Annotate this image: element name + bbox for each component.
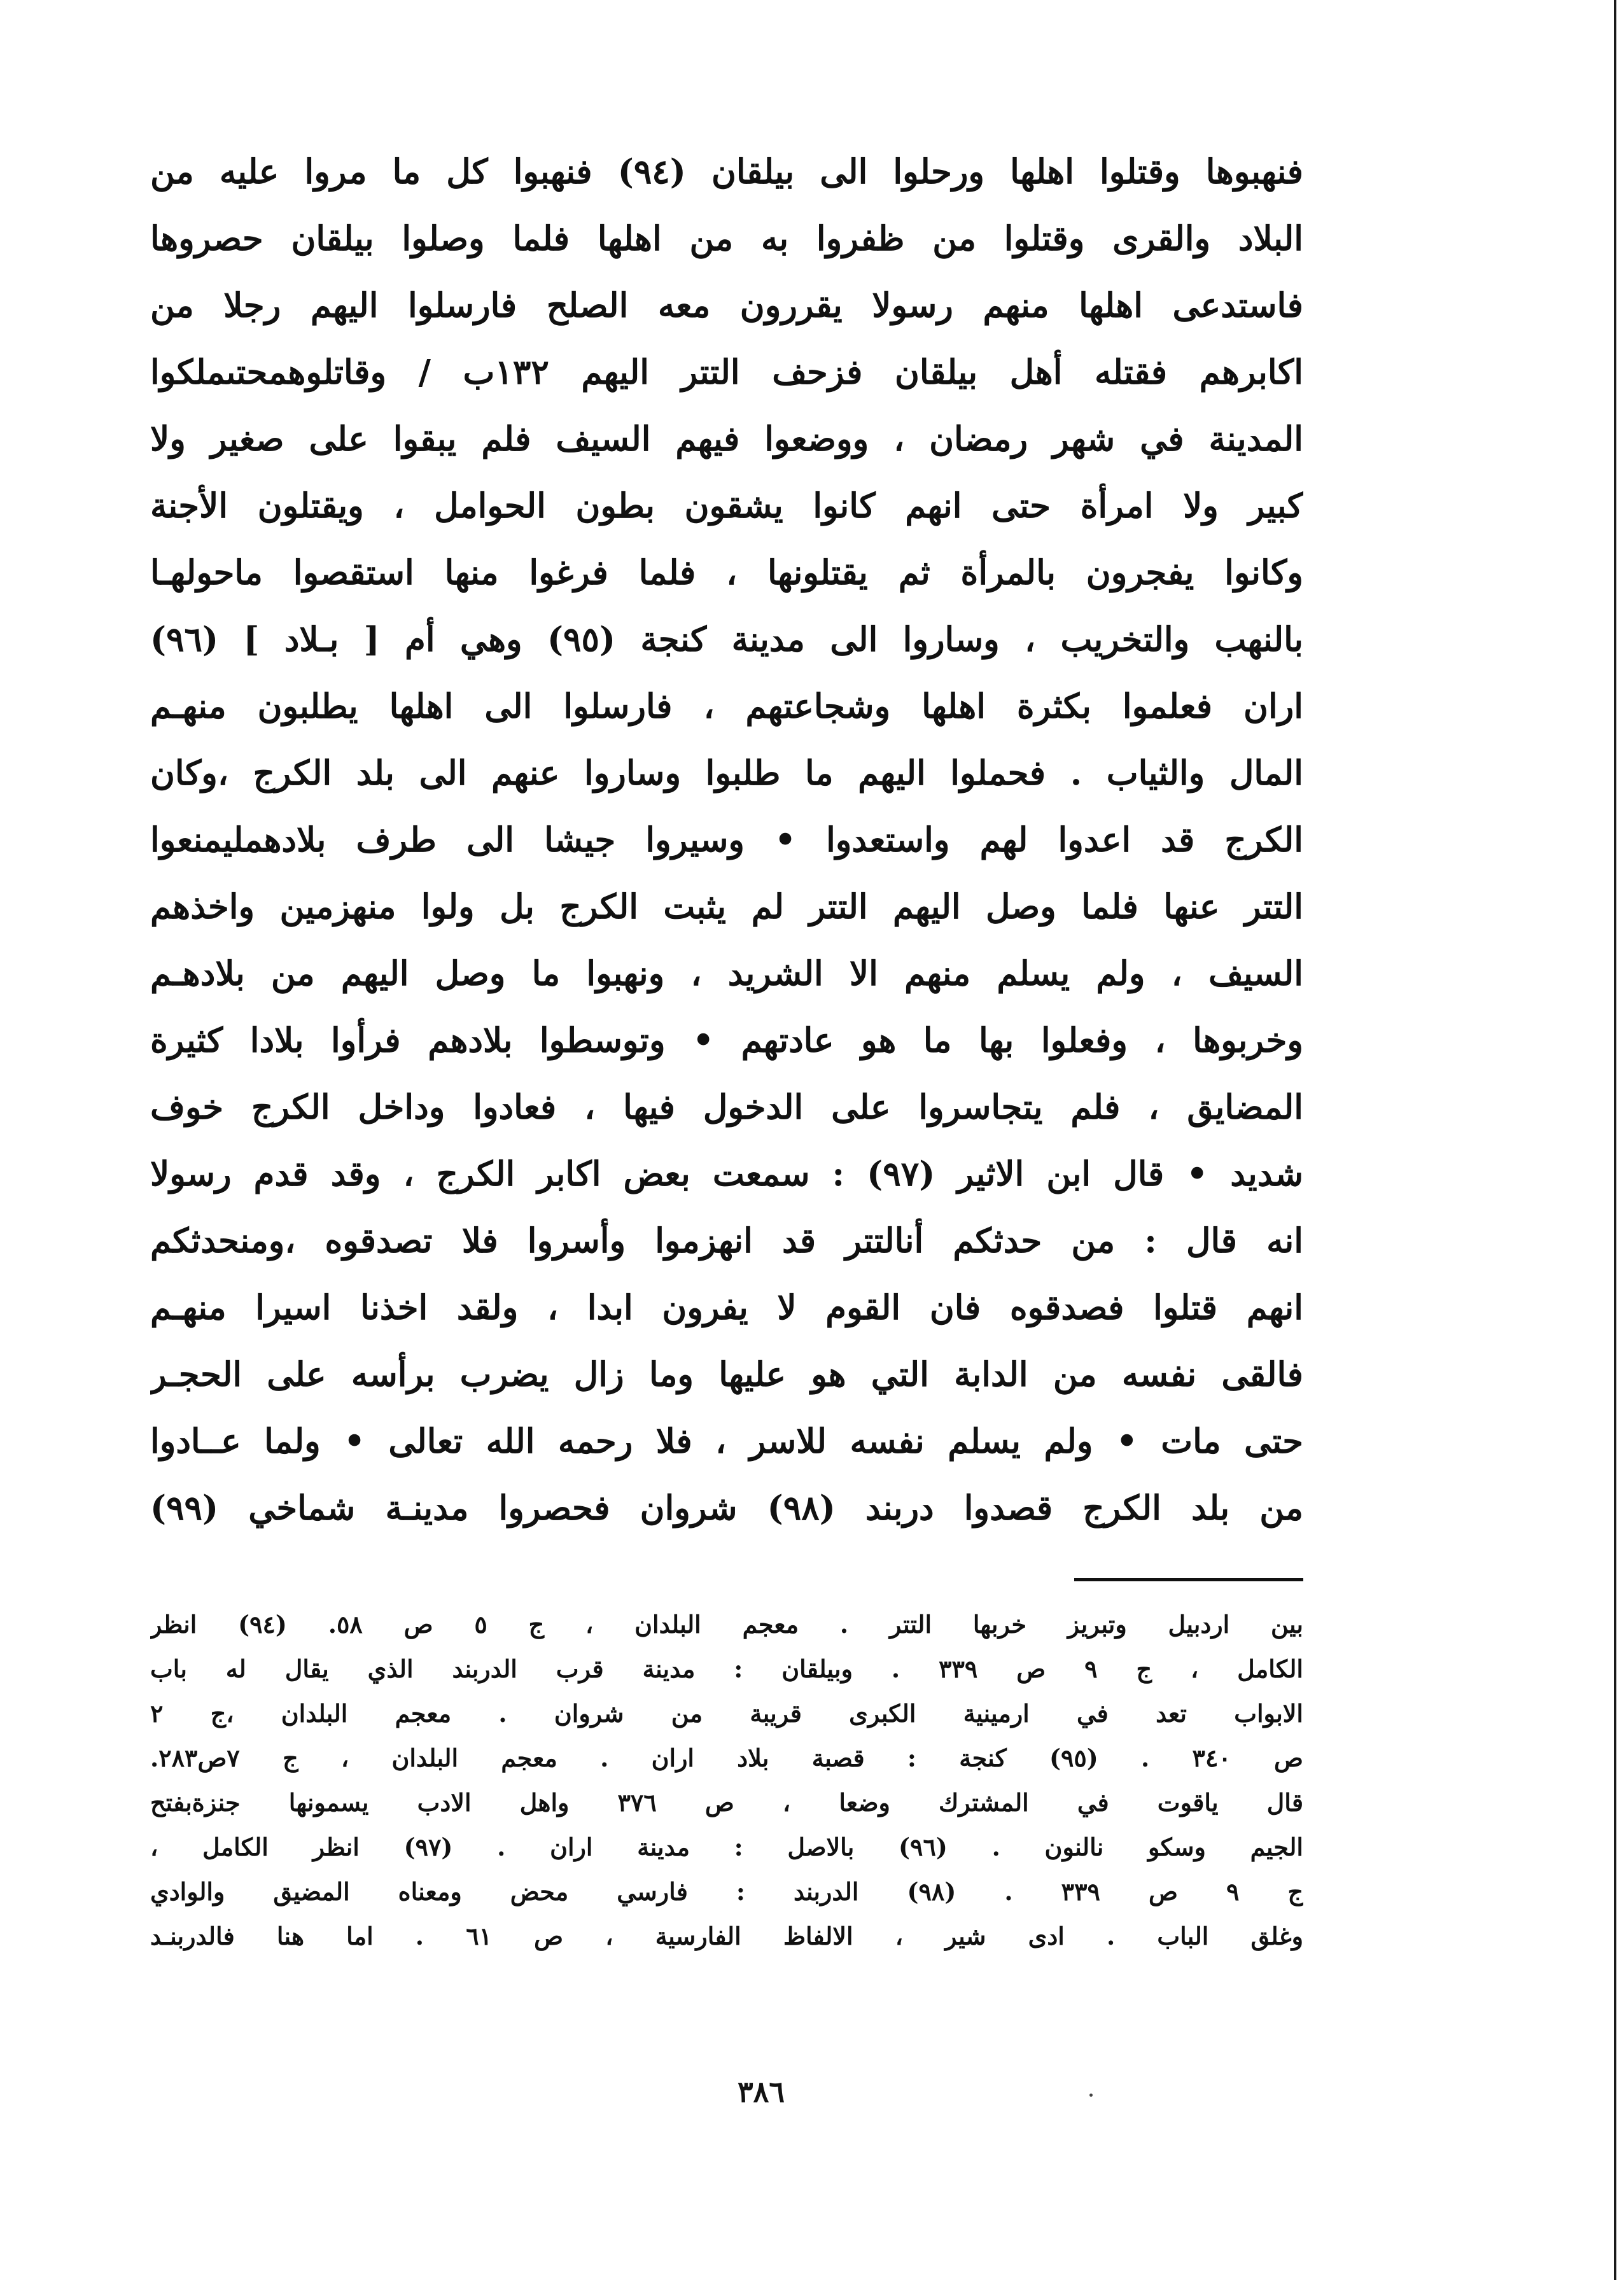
main-text-line: المضايق ، فلم يتجاسروا على الدخول فيها ، فعادوا وداخل الكرج خوف (150, 1088, 1303, 1127)
main-text-line: انه قال : من حدثكم أنالتتر قد انهزموا وأسروا فلا تصدقوه ،ومنحدثكم (150, 1221, 1303, 1261)
footnote-line: الكامل ، ج ٩ ص ٣٣٩ . وبيلقان : مدينة قرب الدربند الذي يقال له باب (150, 1654, 1303, 1683)
footnote-line: ص ٣٤٠ . (٩٥) كنجة : قصبة بلاد اران . معجم البلدان ، ج ٧ص٢٨٣. (150, 1744, 1303, 1772)
main-text-line: كبير ولا امرأة حتى انهم كانوا يشقون بطون الحوامل ، ويقتلون الأجنة (150, 486, 1303, 526)
scan-speck (1089, 2094, 1093, 2097)
footnote-line: قال ياقوت في المشترك وضعا ، ص ٣٧٦ واهل الادب يسمونها جنزةبفتح (150, 1788, 1303, 1817)
footnote-line: ج ٩ ص ٣٣٩ . (٩٨) الدربند : فارسي محض ومعناه المضيق والوادي (150, 1877, 1303, 1906)
footnotes-block (150, 1602, 1303, 1959)
main-text-line: التتر عنها فلما وصل اليهم التتر لم يثبت الكرج بل ولوا منهزمين واخذهم (150, 887, 1303, 927)
main-text-line: حتى مات • ولم يسلم نفسه للاسر ، فلا رحمه الله تعالى • ولما عــادوا (150, 1422, 1303, 1461)
main-text-line: شديد • قال ابن الاثير (٩٧) : سمعت بعض اكابر الكرج ، وقد قدم رسولا (150, 1154, 1303, 1194)
main-text-line: بالنهب والتخريب ، وساروا الى مدينة كنجة (٩٥) وهي أم [ بـلاد ] (٩٦) (150, 620, 1303, 659)
footnote-line: وغلق الباب . ادى شير ، الالفاظ الفارسية ، ص ٦١ . اما هنا فالدربنـد (150, 1922, 1303, 1950)
footnote-line: الابواب تعد في ارمينية الكبرى قريبة من شروان . معجم البلدان ،ج ٢ (150, 1699, 1303, 1728)
main-text-line: وخربوها ، وفعلوا بها ما هو عادتهم • وتوسطوا بلادهم فرأوا بلادا كثيرة (150, 1021, 1303, 1060)
main-text-line: فاستدعى اهلها منهم رسولا يقررون معه الصلح فارسلوا اليهم رجلا من (150, 286, 1303, 325)
footnote-separator (1074, 1578, 1303, 1581)
main-text-line: انهم قتلوا فصدقوه فان القوم لا يفرون ابدا ، ولقد اخذنا اسيرا منهـم (150, 1288, 1303, 1327)
main-text-line: الكرج قد اعدوا لهم واستعدوا • وسيروا جيشا الى طرف بلادهمليمنعوا (150, 820, 1303, 860)
footnote-line: الجيم وسكو نالنون . (٩٦) بالاصل : مدينة اران . (٩٧) انظر الكامل ، (150, 1833, 1303, 1861)
page-edge-line (1614, 0, 1616, 2280)
page-number: ٣٨٦ (737, 2074, 785, 2109)
main-text-line: البلاد والقرى وقتلوا من ظفروا به من اهلها فلما وصلوا بيلقان حصروها (150, 219, 1303, 258)
main-text-line: المال والثياب . فحملوا اليهم ما طلبوا وساروا عنهم الى بلد الكرج ،وكان (150, 753, 1303, 793)
main-text-line: السيف ، ولم يسلم منهم الا الشريد ، ونهبوا ما وصل اليهم من بلادهـم (150, 954, 1303, 993)
main-text-line: اران فعلموا بكثرة اهلها وشجاعتهم ، فارسلوا الى اهلها يطلبون منهـم (150, 687, 1303, 726)
main-text-line: من بلد الكرج قصدوا دربند (٩٨) شروان فحصروا مدينـة شماخي (٩٩) (150, 1488, 1303, 1528)
main-text-line: فالقى نفسه من الدابة التي هو عليها وما زال يضرب برأسه على الحجـر (150, 1355, 1303, 1394)
main-text-line: وكانوا يفجرون بالمرأة ثم يقتلونها ، فلما فرغوا منها استقصوا ماحولهـا (150, 553, 1303, 592)
main-text-line: فنهبوها وقتلوا اهلها ورحلوا الى بيلقان (٩٤) فنهبوا كل ما مروا عليه من (150, 152, 1303, 192)
main-text-block (150, 139, 1303, 1542)
main-text-line: اكابرهم فقتله أهل بيلقان فزحف التتر اليهم ١٣٢ب / وقاتلوهمحتىملكوا (150, 353, 1303, 392)
main-text-line: المدينة في شهر رمضان ، ووضعوا فيهم السيف فلم يبقوا على صغير ولا (150, 419, 1303, 459)
footnote-line: بين اردبيل وتبريز خربها التتر . معجم البلدان ، ج ٥ ص ٥٨. (٩٤) انظر (150, 1610, 1303, 1639)
